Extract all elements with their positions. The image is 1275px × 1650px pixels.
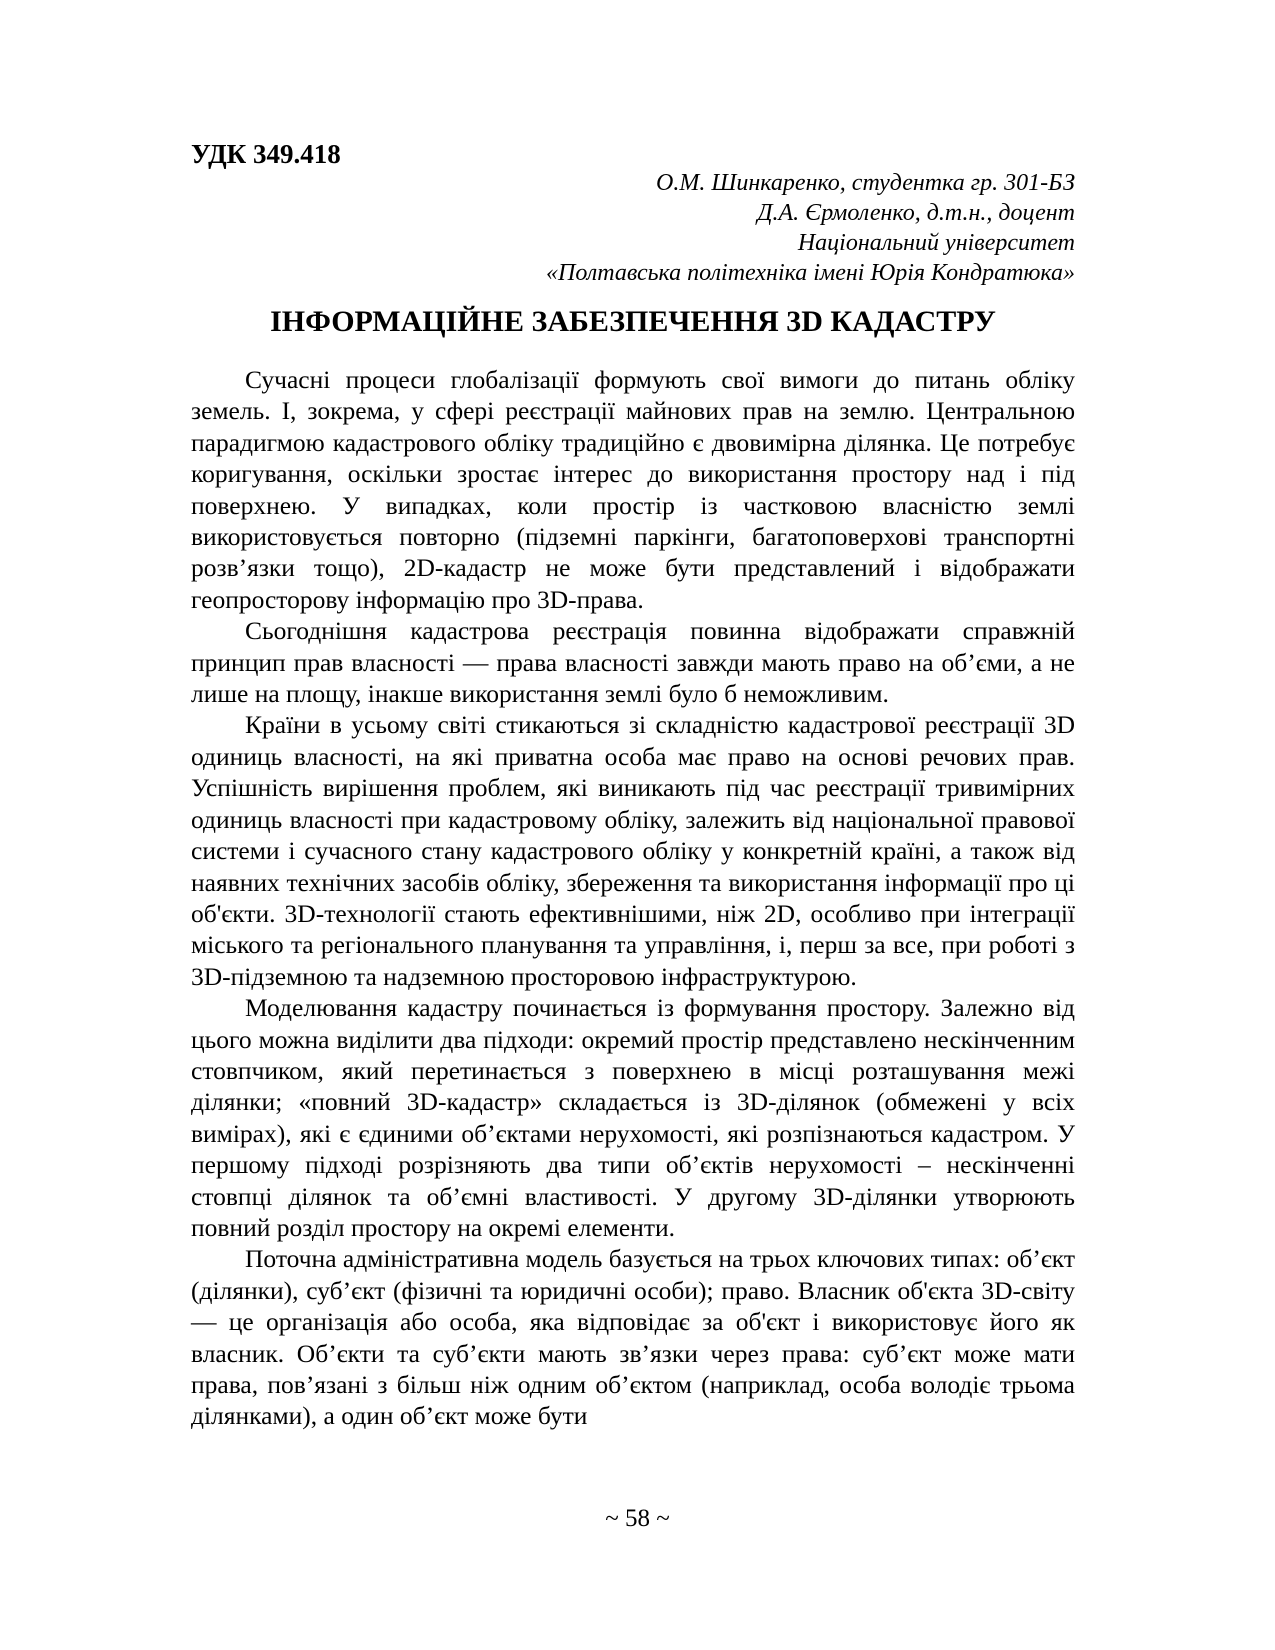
author-line-1: О.М. Шинкаренко, студентка гр. 301-БЗ [656,170,1075,196]
affiliation-line-1: Національний університет [797,230,1075,256]
paragraph-1: Сучасні процеси глобалізації формують свої вимоги до питань обліку земель. І, зокрема, у сфері реєстрації майнових прав на землю. Центральною парадигмою кадастрового обліку традиційно є двовимірна ділянка. Це потребує коригування, оскільки зростає інтерес до використання простору над і під поверхнею. У випадках, коли простір із частковою власністю землі використовується повторно (підземні паркінги, багатоповерхові транспортні розв’язки тощо), 2D-кадастр не може бути представлений і відображати геопросторову інформацію про 3D-права. [191,365,1075,614]
article-title: ІНФОРМАЦІЙНЕ ЗАБЕЗПЕЧЕННЯ 3D КАДАСТРУ [270,305,996,338]
affiliation-line-2: «Полтавська політехніка імені Юрія Кондратюка» [546,260,1075,286]
paragraph-4: Моделювання кадастру починається із формування простору. Залежно від цього можна виділити два підходи: окремий простір представлено нескінченним стовпчиком, який перетинається з поверхнею в місці розташування межі ділянки; «повний 3D-кадастр» складається із 3D-ділянок (обмежені у всіх вимірах), які є єдиними об’єктами нерухомості, які розпізнаються кадастром. У першому підході розрізняють два типи об’єктів нерухомості – нескінченні стовпці ділянок та об’ємні властивості. У другому 3D-ділянки утворюють повний розділ простору на окремі елементи. [191,993,1075,1242]
udk-code: УДК 349.418 [191,139,341,169]
article-body [191,364,1075,1432]
paragraph-2: Сьогоднішня кадастрова реєстрація повинна відображати справжній принцип прав власності — права власності завжди мають право на об’єми, а не лише на площу, інакше використання землі було б неможливим. [191,616,1075,709]
author-block [546,168,1075,288]
paragraph-5: Поточна адміністративна модель базується на трьох ключових типах: об’єкт (ділянки), суб’єкт (фізичні та юридичні особи); право. Власник об'єкта 3D-світу — це організація або особа, яка відповідає за об'єкт і використовує його як власник. Об’єкти та суб’єкти мають зв’язки через права: суб’єкт може мати права, пов’язані з більш ніж одним об’єктом (наприклад, особа володіє трьома ділянками), а один об’єкт може бути [191,1244,1075,1431]
author-line-2: Д.А. Єрмоленко, д.т.н., доцент [757,200,1075,226]
paragraph-3: Країни в усьому світі стикаються зі складністю кадастрової реєстрації 3D одиниць власності, на які приватна особа має право на основі речових прав. Успішність вирішення проблем, які виникають під час реєстрації тривимірних одиниць власності при кадастровому обліку, залежить від національної правової системи і сучасного стану кадастрового обліку у конкретній країні, а також від наявних технічних засобів обліку, збереження та використання інформації про ці об'єкти. 3D-технології стають ефективнішими, ніж 2D, особливо при інтеграції міського та регіонального планування та управління, і, перш за все, при роботі з 3D-підземною та надземною просторовою інфраструктурою. [191,710,1075,991]
page-number: ~ 58 ~ [605,1505,670,1532]
